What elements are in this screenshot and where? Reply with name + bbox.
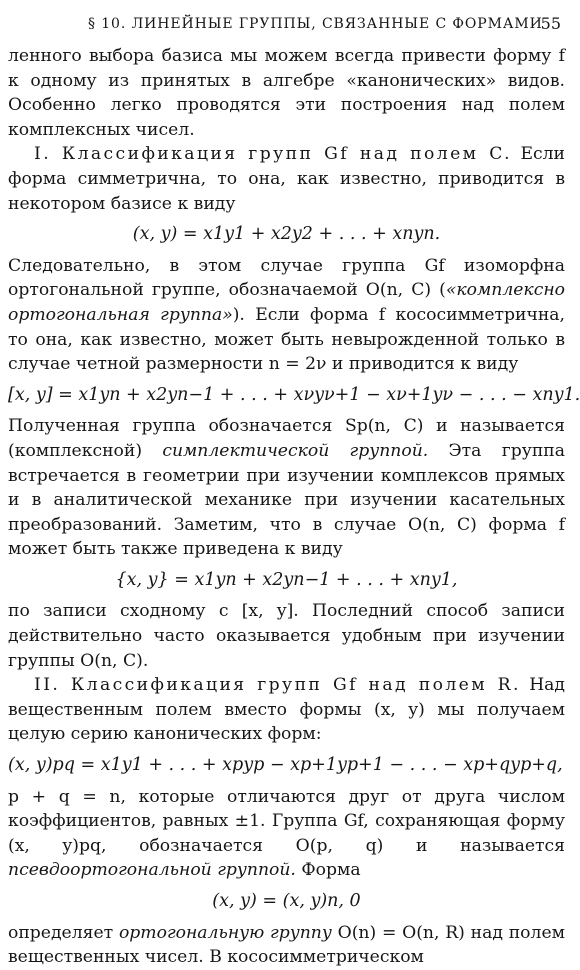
- pseudo-orthogonal-term: псевдоортогональной группой.: [8, 860, 296, 881]
- complex-orthogonal-term: «комплексно ортогональная группа»: [8, 280, 565, 325]
- paragraph-notation: по записи сходному с [x, y]. Последний способ записи действительно часто оказывается удобным при изучении группы O(n, C).: [8, 601, 565, 671]
- orthogonal-group-term: ортогональную группу: [118, 922, 332, 943]
- paragraph-symplectic-a: Полученная группа обозначается Sp(n, C) и называется (комплексной): [8, 416, 565, 461]
- book-page: [8, 10, 580, 970]
- paragraph-orthogonal: [8, 254, 565, 377]
- paragraph-real-c: O(n) = O(n, R) над полем вещественных чисел. В кососимметрическом: [8, 922, 565, 968]
- section-1-heading: I. Классификация групп Gf над полем C.: [34, 144, 513, 165]
- paragraph-real-a: определяет: [8, 922, 119, 943]
- running-header: [8, 10, 565, 44]
- equation-skew-form: [x, y] = x1yn + x2yn−1 + . . . + xνyν+1 − xν+1yν − . . . − xny1.: [8, 384, 580, 405]
- section-1: [8, 142, 565, 216]
- paragraph-symplectic-c: Эта группа встречается в геометрии при изучении комплексов прямых и в аналитической механике при изучении касательных преобразований. Заметим, что в случае O(n, C) форма f может быть также приведена к виду: [8, 440, 565, 560]
- symplectic-term: симплектической группой.: [162, 440, 429, 461]
- paragraph-pseudo-orthogonal: [8, 785, 565, 883]
- paragraph-orthogonal-c: ). Если форма f кососимметрична, то она, как известно, может быть невырожденной только в случае четной размерности n = 2ν и приводится к виду: [8, 304, 565, 375]
- equation-brace-form: {x, y} = x1yn + x2yn−1 + . . . + xny1,: [115, 569, 458, 590]
- equation-pq-form: (x, y)pq = x1y1 + . . . + xpyp − xp+1yp+1 − . . . − xp+qyp+q,: [8, 755, 563, 776]
- paragraph-real-orthogonal: [8, 921, 565, 970]
- section-2: [8, 673, 565, 747]
- paragraph-pseudo-c: Форма: [295, 860, 361, 881]
- paragraph-intro: ленного выбора базиса мы можем всегда привести форму f к одному из принятых в алгебре «канонических» видов. Особенно легко проводятся эти построения над полем комплексных чисел.: [8, 46, 565, 140]
- paragraph-orthogonal-a: Следовательно, в этом случае группа Gf изоморфна ортогональной группе, обозначаемой O(n, C) (: [8, 255, 565, 301]
- page-body: [8, 44, 580, 970]
- page-number: 55: [540, 14, 561, 33]
- equation-symmetric-form: (x, y) = x1y1 + x2y2 + . . . + xnyn.: [132, 224, 441, 245]
- equation-n0-form: (x, y) = (x, y)n, 0: [212, 891, 361, 911]
- paragraph-symplectic: [8, 414, 565, 562]
- paragraph-pseudo-a: p + q = n, которые отличаются друг от друга числом коэффициентов, равных ±1. Группа Gf, сохраняющая форму (x, y)pq, обозначается O(p, q) и называется: [8, 786, 565, 856]
- section-2-text: Над вещественным полем вместо формы (x, y) мы получаем целую серию канонических форм:: [8, 675, 566, 745]
- section-2-heading: II. Классификация групп Gf над полем R.: [34, 675, 521, 696]
- section-1-text: Если форма симметрична, то она, как известно, приводится в некотором базисе к виду: [8, 144, 566, 214]
- running-title: § 10. ЛИНЕЙНЫЕ ГРУППЫ, СВЯЗАННЫЕ С ФОРМАМИ: [88, 16, 543, 32]
